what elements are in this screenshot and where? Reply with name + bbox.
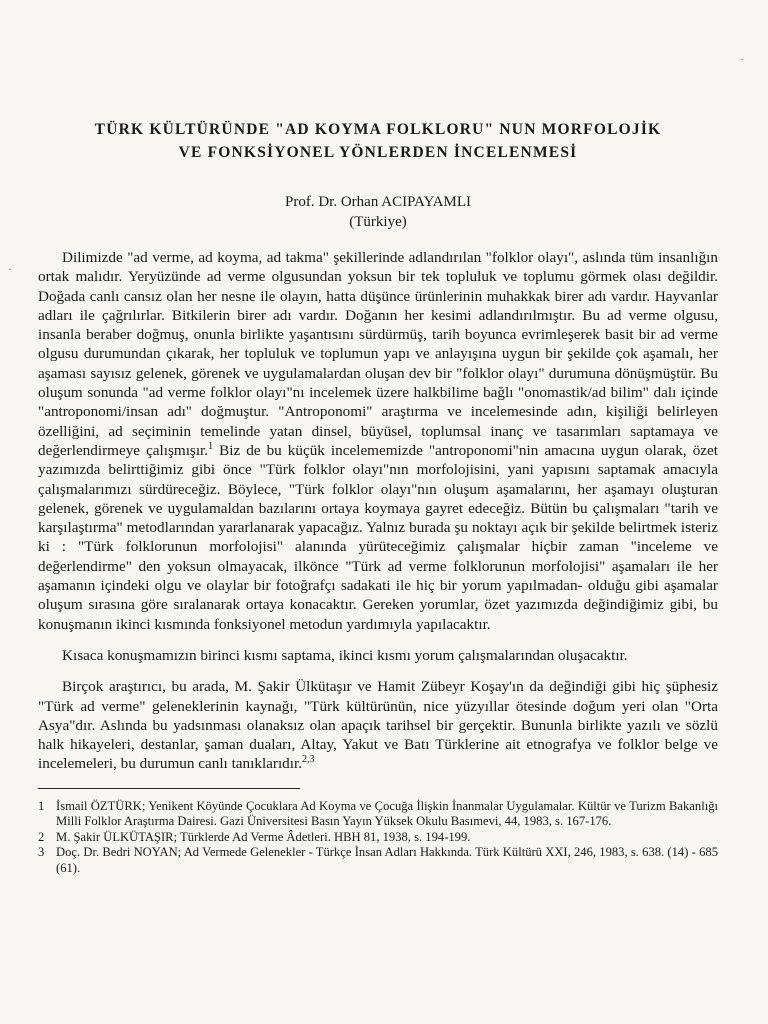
title-line-2: VE FONKSİYONEL YÖNLERDEN İNCELENMESİ xyxy=(178,144,578,161)
author-name: Prof. Dr. Orhan ACIPAYAMLI xyxy=(285,194,471,210)
footnote-number: 1 xyxy=(38,798,45,813)
footnote-ref-1: 1 xyxy=(208,440,214,452)
footnote-divider xyxy=(38,788,300,789)
paragraph-1-text-b: Biz de bu küçük incelememizde "antroponomi"nin amacına uygun olarak, özet yazımızda belirttiğimiz gibi önce "Türk folklor olayı"nın morfolojisini, yani yapısını saptamak amacıyla çalışmalarımızı sürdüreceğiz. Böylece, "Türk folklor olayı"nın oluşum aşamalarını, her aşamayı oluşturan gelenek, görenek ve uygulamaldan bazılarını ortaya koymaya gayret edeceğiz. Bütün bu çalışmaları "tarih ve karşılaştırma" metodlarından yararlanarak yapacağız. Yalnız burada şu noktayı açık bir şekilde belirtmek isteriz ki : "Türk folklorunun morfolojisi" alanında yürüteceğimiz çalışmalar hiçbir zaman "inceleme ve değerlendirme" den yoksun olmayacak, ilkönce "Türk ad verme folklorunun morfolojisi" aşamaları ile her aşamanın içindeki olgu ve olaylar bir fotoğrafçı sadakati ile hiç bir yorum yapılmadan- olduğu gibi aşamalar oluşum sırasına göre sıralanarak ortaya konacaktır. Gereken yorumlar, özet yazımızda değindiğimiz gibi, bu konuşmanın ikinci kısmında fonksiyonel metodun yardımıyla yapılacaktır. xyxy=(38,441,718,633)
footnote-ref-2-3: 2,3 xyxy=(302,754,315,766)
footnote xyxy=(38,799,718,830)
footnote-text: İsmail ÖZTÜRK; Yenikent Köyünde Çocuklara Ad Koyma ve Çocuğa İlişkin İnanmalar Uygulamalar. Kültür ve Turizm Bakanlığı Milli Folklor Araştırma Dairesi. Gazi Üniversitesi Basın Yayın Yüksek Okulu Basımevi, 44, 1983, s. 167-176. xyxy=(56,798,718,829)
footnote xyxy=(38,845,718,876)
author-country: (Türkiye) xyxy=(349,214,407,230)
paragraph-1 xyxy=(38,248,718,634)
paragraph-2: Kısaca konuşmamızın birinci kısmı saptama, ikinci kısmı yorum çalışmalarından oluşacaktır. xyxy=(62,646,628,664)
paragraph-3 xyxy=(38,677,718,773)
paragraph-3-text: Birçok araştırıcı, bu arada, M. Şakir Ülkütaşır ve Hamit Zübeyr Koşay'ın da değindiği gibi hiç şüphesiz "Türk ad verme" geleneklerinin kaynağı, "Türk kültürünün, nice yüzyıllar ötesinde doğum yeri olan "Orta Asya"dır. Aslında bu yadsınması olanaksız olan apaçık tarihsel bir gerçektir. Bununla birlikte yazılı ve sözlü halk hikayeleri, destanlar, şaman duaları, Altay, Yakut ve Batı Türklerine ait etnografya ve folklor belge ve incelemeleri, bu durumun canlı tanıklarıdır. xyxy=(38,678,718,773)
footnote-number: 3 xyxy=(38,845,45,860)
footnote xyxy=(38,830,718,846)
paragraph-1-text-a: Dilimizde "ad verme, ad koyma, ad takma" şekillerinde adlandırılan "folklor olayı", aslında tüm insanlığın ortak malıdır. Yeryüzünde ad verme olgusundan yoksun bir tek topluluk ve toplumu görmek olası değildir. Doğada canlı cansız olan her nesne ile olayın, hatta düşünce ürünlerinin muhakkak birer adı vardır. Hayvanlar adları ile çağrılırlar. Bitkilerin birer adı vardır. Doğanın her kesimi adlandırılmıştır. Bu ad verme olgusu, insanla beraber doğmuş, onunla birlikte yaşantısını sürdürmüş, tarih boyunca evrimleşerek basit bir ad verme olgusu durumundan çıkarak, her topluluk ve toplumun yapı ve anlayışına uygun bir şekilde çok aşamalı, her aşaması sayısız gelenek, görenek ve uygulamalardan oluşan dev bir "folklor olayı" durumuna dönüşmüştür. Bu oluşum sonunda "ad verme folklor olayı"nı incelemek üzere halkbilime bağlı "onomastik/ad bilim" dalı içinde "antroponomi/insan adı" doğmuştur. "Antroponomi" araştırma ve incelemesinde adın, kişiliği belirleyen özelliğini, ad seçiminin temelinde yatan dinsel, büyüsel, toplumsal inanç ve tasarımları saptamaya ve değerlendirmeye çalışmışır. xyxy=(38,249,718,459)
document-page xyxy=(38,118,718,876)
article-title xyxy=(38,118,718,164)
scan-mark: · xyxy=(740,52,744,66)
title-line-1: TÜRK KÜLTÜRÜNDE "AD KOYMA FOLKLORU" NUN MORFOLOJİK xyxy=(94,121,662,138)
footnote-text: M. Şakir ÜLKÜTAŞIR; Türklerde Ad Verme Âdetleri. HBH 81, 1938, s. 194-199. xyxy=(56,829,471,844)
footnote-number: 2 xyxy=(38,829,45,844)
footnote-text: Doç. Dr. Bedri NOYAN; Ad Vermede Gelenekler - Türkçe İnsan Adları Hakkında. Türk Kültürü XXI, 246, 1983, s. 638. (14) - 685 (61). xyxy=(56,845,718,875)
scan-mark: · xyxy=(8,262,12,276)
